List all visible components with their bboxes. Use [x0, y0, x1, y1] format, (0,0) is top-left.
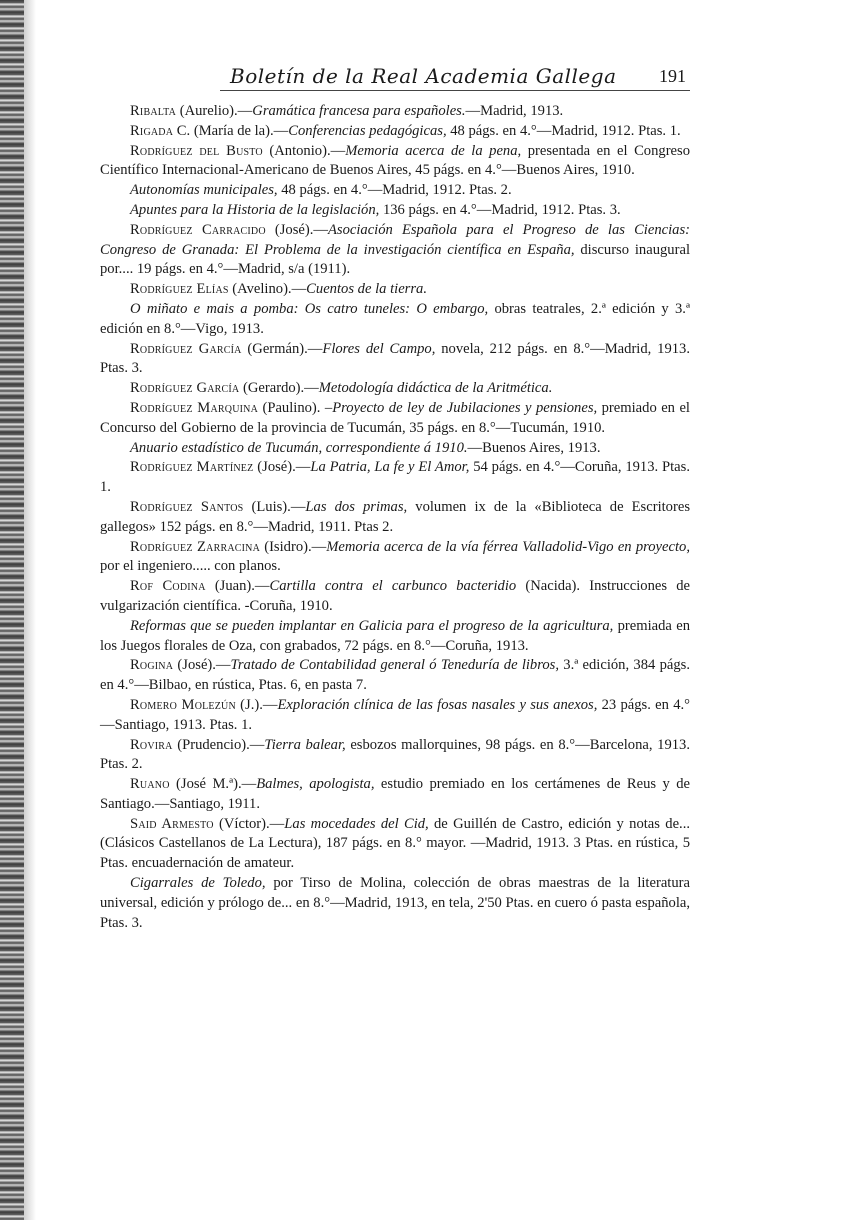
entry-title: Cuentos de la tierra. — [306, 281, 427, 298]
page-number: 191 — [659, 66, 686, 86]
entry-details: —Buenos Aires, 1913. — [467, 439, 601, 456]
entry-title: Las mocedades del Cid, — [284, 815, 429, 832]
bibliography-entry — [100, 379, 690, 399]
entry-author-detail: (José M.ª).— — [169, 776, 257, 793]
entry-author-detail: (José).— — [253, 459, 311, 476]
entry-details: por Tirso de Molina, colección de obras maestras de la literatura universal, edición y prólogo de... en 8.°—Madrid, 1913, en tela, 2'50 Ptas. en cuero ó pasta española, Ptas. 3. — [100, 875, 690, 931]
entry-title: Gramática francesa para españoles. — [252, 103, 466, 119]
entry-author-detail: (Antonio).— — [262, 142, 346, 159]
entry-title: Apuntes para la Historia de la legislación, — [130, 201, 380, 218]
bibliography-entry — [100, 122, 690, 142]
entry-author-detail: (Germán).— — [241, 340, 323, 357]
entry-title: Autonomías municipales, — [130, 182, 278, 199]
entry-details: de Guillén de Castro, edición y notas de... (Clásicos Castellanos de La Lectura), 187 págs. en 8.° mayor. —Madrid, 1913. 3 Ptas. en rústica, 5 Ptas. encuadernación de amateur. — [100, 815, 690, 872]
entry-author: Rovira — [130, 736, 173, 753]
header-rule — [220, 90, 690, 91]
entry-details: 54 págs. en 4.°—Coruña, 1913. Ptas. 1. — [100, 459, 690, 496]
bibliography-entry — [100, 142, 690, 182]
entry-author: Rodríguez del Busto — [130, 142, 263, 159]
entry-details: novela, 212 págs. en 8.°—Madrid, 1913. Ptas. 3. — [100, 340, 691, 377]
entry-author: Rodríguez Zarracina — [130, 538, 260, 555]
entry-author-detail: (Luis).— — [243, 498, 306, 515]
bibliography-entry — [100, 221, 690, 280]
entry-title: Cigarrales de Toledo, — [130, 875, 266, 892]
bibliography-entry — [100, 736, 690, 776]
entry-author-detail: (Prudencio).— — [172, 736, 265, 753]
entry-title: Tierra balear, — [264, 736, 346, 753]
entry-author: Said Armesto — [130, 815, 214, 832]
entry-author: Rigada — [130, 122, 174, 139]
running-title: Boletín de la Real Academia Gallega — [230, 64, 617, 88]
entry-author-detail: C. (María de la).— — [173, 122, 289, 139]
entry-author: Rof Codina — [130, 578, 206, 595]
entry-details: esbozos mallorquines, 98 págs. en 8.°—Barcelona, 1913. Ptas. 2. — [100, 736, 690, 773]
entry-title: Anuario estadístico de Tucumán, correspondiente á 1910. — [130, 439, 468, 456]
entry-author-detail: (Paulino). – — [258, 399, 333, 416]
entry-author: Rodríguez Elías — [130, 281, 229, 298]
entry-details: por el ingeniero..... con planos. — [100, 558, 281, 575]
entry-author-detail: (Gerardo).— — [239, 380, 319, 397]
entry-author-detail: (Víctor).— — [213, 815, 285, 832]
entry-author: Ruano — [130, 776, 170, 793]
entry-title: Exploración clínica de las fosas nasales y sus anexos, — [277, 696, 598, 713]
entry-title: Reformas que se pueden implantar en Galicia para el progreso de la agricultura, — [130, 617, 614, 634]
entry-author-detail: (Aurelio).— — [176, 103, 253, 119]
entry-title: Cartilla contra el carbunco bacteridio — [269, 578, 517, 595]
entry-details: estudio premiado en los certámenes de Reus y de Santiago.—Santiago, 1911. — [100, 776, 690, 812]
bibliography-entry — [100, 280, 690, 300]
entry-details: 48 págs. en 4.°—Madrid, 1912. Ptas. 1. — [446, 122, 681, 139]
bibliography-entry — [100, 775, 690, 815]
entry-author: Rodríguez Marquina — [130, 399, 258, 416]
entry-author: Rodríguez Carracido — [130, 221, 266, 238]
entry-author: Rogina — [130, 657, 174, 674]
entry-details: 3.ª edición, 384 págs. en 4.°—Bilbao, en rústica, Ptas. 6, en pasta 7. — [100, 657, 690, 694]
bibliography-entry — [100, 874, 690, 933]
entry-title: Memoria acerca de la vía férrea Valladolid-Vigo en proyecto, — [326, 538, 690, 555]
entry-title: Flores del Campo, — [322, 340, 436, 357]
bibliography-entry — [100, 656, 690, 696]
entry-title: Metodología didáctica de la Aritmética. — [318, 380, 553, 397]
bibliography-entry — [100, 439, 690, 459]
entry-author-detail: (Avelino).— — [228, 281, 307, 298]
entry-details: volumen ix de la «Biblioteca de Escritores gallegos» 152 págs. en 8.°—Madrid, 1911. Ptas 2. — [100, 498, 691, 535]
entry-title: Balmes, apologista, — [256, 776, 375, 793]
entry-title: Proyecto de ley de Jubilaciones y pensiones, — [332, 399, 598, 416]
bibliography-list — [100, 102, 690, 933]
entry-title: Tratado de Contabilidad general ó Teneduría de libros, — [230, 657, 559, 674]
entry-author-detail: (Isidro).— — [260, 538, 327, 555]
entry-author: Rodríguez Santos — [130, 498, 244, 515]
entry-title: La Patria, La fe y El Amor, — [310, 459, 470, 476]
binding-shadow — [24, 0, 36, 1220]
entry-author: Rodríguez García — [130, 380, 240, 397]
bibliography-entry — [100, 577, 690, 617]
entry-author: Ribalta — [130, 103, 177, 119]
bibliography-entry — [100, 201, 690, 221]
bibliography-entry — [100, 538, 690, 578]
entry-details: discurso inaugural por.... 19 págs. en 4.°—Madrid, s/a (1911). — [100, 241, 690, 278]
entry-title: Memoria acerca de la pena, — [345, 142, 522, 159]
bibliography-entry — [100, 617, 690, 657]
entry-details: premiada en los Juegos florales de Oza, con grabados, 72 págs. en 8.°—Coruña, 1913. — [100, 617, 690, 654]
entry-details: (Nacida). Instrucciones de vulgarización científica. -Coruña, 1910. — [100, 578, 690, 614]
bibliography-entry — [100, 399, 690, 439]
entry-details: presentada en el Congreso Científico Internacional-Americano de Buenos Aires, 45 págs. en 4.°—Buenos Aires, 1910. — [100, 142, 691, 179]
entry-details: obras teatrales, 2.ª edición y 3.ª edición en 8.°—Vigo, 1913. — [100, 300, 690, 337]
bibliography-entry — [100, 696, 690, 736]
entry-details: 23 págs. en 4.°—Santiago, 1913. Ptas. 1. — [100, 696, 690, 733]
bibliography-entry — [100, 300, 690, 340]
bibliography-entry — [100, 458, 690, 498]
entry-details: 48 págs. en 4.°—Madrid, 1912. Ptas. 2. — [277, 182, 512, 199]
bibliography-entry — [100, 102, 690, 122]
entry-author: Rodríguez Martínez — [130, 459, 254, 476]
entry-author-detail: (José).— — [173, 657, 231, 674]
entry-author-detail: (J.).— — [235, 696, 278, 713]
entry-author-detail: (Juan).— — [205, 578, 270, 595]
bibliography-entry — [100, 181, 690, 201]
entry-author: Rodríguez García — [130, 340, 242, 357]
entry-details: 136 págs. en 4.°—Madrid, 1912. Ptas. 3. — [379, 201, 621, 218]
bibliography-entry — [100, 498, 690, 538]
entry-details: —Madrid, 1913. — [465, 103, 564, 119]
entry-details: premiado en el Concurso del Gobierno de la provincia de Tucumán, 35 págs. en 8.°—Tucumán, 1910. — [100, 399, 690, 436]
entry-author-detail: (José).— — [265, 221, 328, 238]
bibliography-entry — [100, 815, 690, 874]
entry-title: Asociación Española para el Progreso de las Ciencias: Congreso de Granada: El Problema de la investigación científica en España, — [100, 221, 691, 258]
entry-title: Las dos primas, — [305, 498, 408, 515]
entry-title: O miñato e mais a pomba: Os catro tuneles: O embargo, — [130, 300, 489, 317]
entry-author: Romero Molezún — [130, 696, 236, 713]
book-binding-edge — [0, 0, 24, 1220]
bibliography-entry — [100, 340, 690, 380]
entry-title: Conferencias pedagógicas, — [288, 122, 447, 139]
page-header — [100, 60, 690, 94]
